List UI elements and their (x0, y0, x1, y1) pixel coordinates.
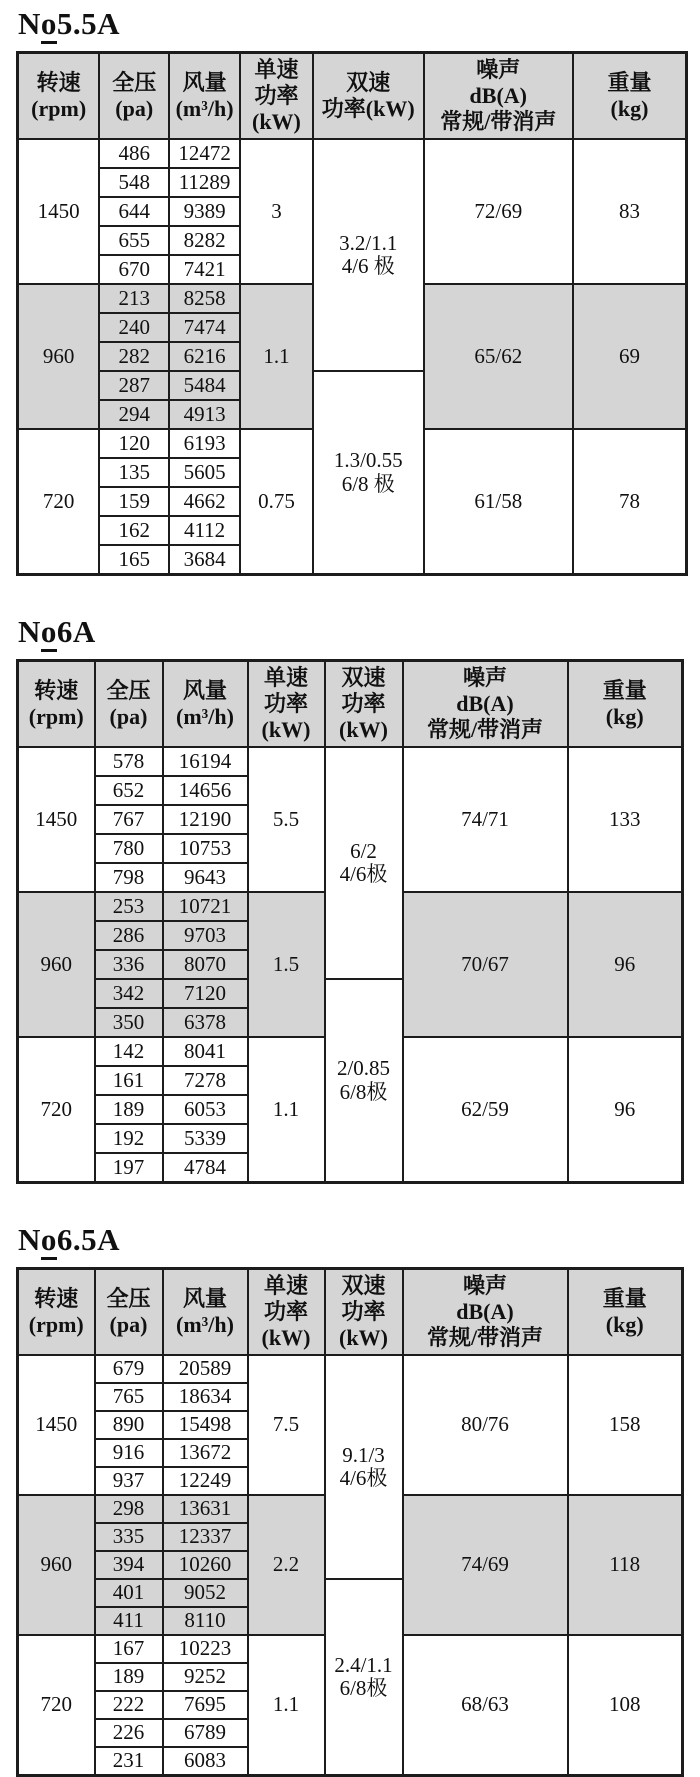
table-row (18, 1355, 683, 1383)
pressure-cell: 294 (99, 400, 169, 429)
pressure-cell: 780 (95, 834, 163, 863)
pressure-cell: 342 (95, 979, 163, 1008)
pressure-cell: 486 (99, 139, 169, 168)
table-body (18, 1355, 683, 1776)
single-power-cell: 1.1 (248, 1635, 325, 1776)
col-header-noise: 噪声 dB(A) 常规/带消声 (424, 53, 573, 140)
table-body (18, 747, 683, 1183)
flow-cell: 10753 (163, 834, 248, 863)
noise-cell: 68/63 (403, 1635, 568, 1776)
rpm-cell: 1450 (18, 747, 95, 892)
flow-cell: 12249 (163, 1467, 248, 1495)
col-header-dual-power: 双速 功率 (kW) (325, 661, 403, 748)
pressure-cell: 189 (95, 1663, 163, 1691)
table-title-pre: N (18, 6, 41, 41)
single-power-cell: 1.5 (248, 892, 325, 1037)
flow-cell: 7120 (163, 979, 248, 1008)
rpm-cell: 1450 (18, 139, 100, 284)
weight-cell: 69 (573, 284, 687, 429)
flow-cell: 4112 (169, 516, 240, 545)
table-title-no-mark: o (41, 6, 57, 44)
flow-cell: 9252 (163, 1663, 248, 1691)
weight-cell: 96 (568, 892, 683, 1037)
flow-cell: 7278 (163, 1066, 248, 1095)
flow-cell: 8110 (163, 1607, 248, 1635)
single-power-cell: 3 (240, 139, 313, 284)
rpm-cell: 960 (18, 284, 100, 429)
table-title-pre: N (18, 614, 41, 649)
table-title-no-mark: o (41, 1222, 57, 1260)
flow-cell: 10721 (163, 892, 248, 921)
dual-power-cell: 9.1/3 4/6极 (325, 1355, 403, 1579)
pressure-cell: 644 (99, 197, 169, 226)
flow-cell: 8258 (169, 284, 240, 313)
pressure-cell: 240 (99, 313, 169, 342)
table-header (18, 53, 687, 140)
col-header-weight: 重量 (kg) (568, 1269, 683, 1356)
pressure-cell: 253 (95, 892, 163, 921)
weight-cell: 133 (568, 747, 683, 892)
weight-cell: 83 (573, 139, 687, 284)
pressure-cell: 916 (95, 1439, 163, 1467)
spec-table-section (16, 614, 688, 1184)
col-header-flow: 风量 (m³/h) (163, 1269, 248, 1356)
dual-power-cell: 6/2 4/6极 (325, 747, 403, 979)
noise-cell: 70/67 (403, 892, 568, 1037)
flow-cell: 6083 (163, 1747, 248, 1776)
flow-cell: 14656 (163, 776, 248, 805)
flow-cell: 13631 (163, 1495, 248, 1523)
table-body (18, 139, 687, 575)
rpm-cell: 960 (18, 892, 95, 1037)
pressure-cell: 937 (95, 1467, 163, 1495)
pressure-cell: 189 (95, 1095, 163, 1124)
flow-cell: 12190 (163, 805, 248, 834)
rpm-cell: 720 (18, 429, 100, 575)
table-title (18, 6, 688, 42)
flow-cell: 8282 (169, 226, 240, 255)
pressure-cell: 142 (95, 1037, 163, 1066)
flow-cell: 7421 (169, 255, 240, 284)
weight-cell: 158 (568, 1355, 683, 1495)
pressure-cell: 411 (95, 1607, 163, 1635)
pressure-cell: 226 (95, 1719, 163, 1747)
pressure-cell: 394 (95, 1551, 163, 1579)
flow-cell: 20589 (163, 1355, 248, 1383)
single-power-cell: 1.1 (248, 1037, 325, 1183)
pressure-cell: 287 (99, 371, 169, 400)
pressure-cell: 548 (99, 168, 169, 197)
flow-cell: 6378 (163, 1008, 248, 1037)
noise-cell: 80/76 (403, 1355, 568, 1495)
flow-cell: 9703 (163, 921, 248, 950)
fan-spec-table (16, 659, 684, 1184)
pressure-cell: 798 (95, 863, 163, 892)
rpm-cell: 1450 (18, 1355, 95, 1495)
flow-cell: 6789 (163, 1719, 248, 1747)
flow-cell: 4913 (169, 400, 240, 429)
flow-cell: 15498 (163, 1411, 248, 1439)
col-header-pressure: 全压 (pa) (95, 1269, 163, 1356)
pressure-cell: 298 (95, 1495, 163, 1523)
dual-power-cell: 2/0.85 6/8极 (325, 979, 403, 1183)
pressure-cell: 655 (99, 226, 169, 255)
pressure-cell: 670 (99, 255, 169, 284)
pressure-cell: 286 (95, 921, 163, 950)
noise-cell: 61/58 (424, 429, 573, 575)
noise-cell: 62/59 (403, 1037, 568, 1183)
dual-power-cell: 3.2/1.1 4/6 极 (313, 139, 424, 371)
flow-cell: 8041 (163, 1037, 248, 1066)
col-header-weight: 重量 (kg) (568, 661, 683, 748)
flow-cell: 8070 (163, 950, 248, 979)
flow-cell: 10223 (163, 1635, 248, 1663)
col-header-noise: 噪声 dB(A) 常规/带消声 (403, 661, 568, 748)
col-header-speed: 转速 (rpm) (18, 1269, 95, 1356)
col-header-weight: 重量 (kg) (573, 53, 687, 140)
flow-cell: 5339 (163, 1124, 248, 1153)
pressure-cell: 192 (95, 1124, 163, 1153)
rpm-cell: 720 (18, 1635, 95, 1776)
pressure-cell: 197 (95, 1153, 163, 1183)
table-row (18, 139, 687, 168)
flow-cell: 7695 (163, 1691, 248, 1719)
fan-spec-table (16, 1267, 684, 1777)
weight-cell: 118 (568, 1495, 683, 1635)
pressure-cell: 120 (99, 429, 169, 458)
rpm-cell: 960 (18, 1495, 95, 1635)
flow-cell: 9643 (163, 863, 248, 892)
pressure-cell: 336 (95, 950, 163, 979)
pressure-cell: 231 (95, 1747, 163, 1776)
weight-cell: 96 (568, 1037, 683, 1183)
col-header-speed: 转速 (rpm) (18, 53, 100, 140)
pressure-cell: 159 (99, 487, 169, 516)
table-title-post: 5.5A (56, 6, 121, 41)
flow-cell: 16194 (163, 747, 248, 776)
table-header (18, 1269, 683, 1356)
flow-cell: 9389 (169, 197, 240, 226)
table-title-no-mark: o (41, 614, 57, 652)
flow-cell: 6216 (169, 342, 240, 371)
pressure-cell: 165 (99, 545, 169, 575)
noise-cell: 65/62 (424, 284, 573, 429)
col-header-dual-power: 双速 功率(kW) (313, 53, 424, 140)
pressure-cell: 890 (95, 1411, 163, 1439)
pressure-cell: 401 (95, 1579, 163, 1607)
flow-cell: 5605 (169, 458, 240, 487)
flow-cell: 5484 (169, 371, 240, 400)
flow-cell: 3684 (169, 545, 240, 575)
table-title-post: 6A (56, 614, 96, 649)
pressure-cell: 135 (99, 458, 169, 487)
noise-cell: 72/69 (424, 139, 573, 284)
pressure-cell: 222 (95, 1691, 163, 1719)
pressure-cell: 767 (95, 805, 163, 834)
pressure-cell: 161 (95, 1066, 163, 1095)
table-title (18, 1222, 688, 1258)
single-power-cell: 1.1 (240, 284, 313, 429)
col-header-dual-power: 双速 功率 (kW) (325, 1269, 403, 1356)
noise-cell: 74/69 (403, 1495, 568, 1635)
single-power-cell: 5.5 (248, 747, 325, 892)
flow-cell: 6193 (169, 429, 240, 458)
pressure-cell: 213 (99, 284, 169, 313)
col-header-flow: 风量 (m³/h) (169, 53, 240, 140)
flow-cell: 10260 (163, 1551, 248, 1579)
dual-power-cell: 1.3/0.55 6/8 极 (313, 371, 424, 575)
col-header-flow: 风量 (m³/h) (163, 661, 248, 748)
spec-table-section (16, 1222, 688, 1777)
single-power-cell: 0.75 (240, 429, 313, 575)
pressure-cell: 578 (95, 747, 163, 776)
spec-table-section (16, 6, 688, 576)
col-header-pressure: 全压 (pa) (99, 53, 169, 140)
table-row (18, 747, 683, 776)
flow-cell: 13672 (163, 1439, 248, 1467)
flow-cell: 9052 (163, 1579, 248, 1607)
pressure-cell: 167 (95, 1635, 163, 1663)
noise-cell: 74/71 (403, 747, 568, 892)
table-title-post: 6.5A (56, 1222, 121, 1257)
flow-cell: 12337 (163, 1523, 248, 1551)
flow-cell: 6053 (163, 1095, 248, 1124)
flow-cell: 18634 (163, 1383, 248, 1411)
flow-cell: 12472 (169, 139, 240, 168)
dual-power-cell: 2.4/1.1 6/8极 (325, 1579, 403, 1776)
pressure-cell: 282 (99, 342, 169, 371)
weight-cell: 108 (568, 1635, 683, 1776)
col-header-single-power: 单速 功率 (kW) (248, 661, 325, 748)
table-header (18, 661, 683, 748)
single-power-cell: 7.5 (248, 1355, 325, 1495)
pressure-cell: 350 (95, 1008, 163, 1037)
pressure-cell: 652 (95, 776, 163, 805)
flow-cell: 4662 (169, 487, 240, 516)
table-title-pre: N (18, 1222, 41, 1257)
pressure-cell: 765 (95, 1383, 163, 1411)
fan-spec-table (16, 51, 688, 576)
flow-cell: 11289 (169, 168, 240, 197)
rpm-cell: 720 (18, 1037, 95, 1183)
table-title (18, 614, 688, 650)
col-header-single-power: 单速 功率 (kW) (248, 1269, 325, 1356)
weight-cell: 78 (573, 429, 687, 575)
single-power-cell: 2.2 (248, 1495, 325, 1635)
col-header-speed: 转速 (rpm) (18, 661, 95, 748)
pressure-cell: 679 (95, 1355, 163, 1383)
col-header-pressure: 全压 (pa) (95, 661, 163, 748)
pressure-cell: 335 (95, 1523, 163, 1551)
pressure-cell: 162 (99, 516, 169, 545)
col-header-single-power: 单速 功率 (kW) (240, 53, 313, 140)
flow-cell: 7474 (169, 313, 240, 342)
col-header-noise: 噪声 dB(A) 常规/带消声 (403, 1269, 568, 1356)
flow-cell: 4784 (163, 1153, 248, 1183)
